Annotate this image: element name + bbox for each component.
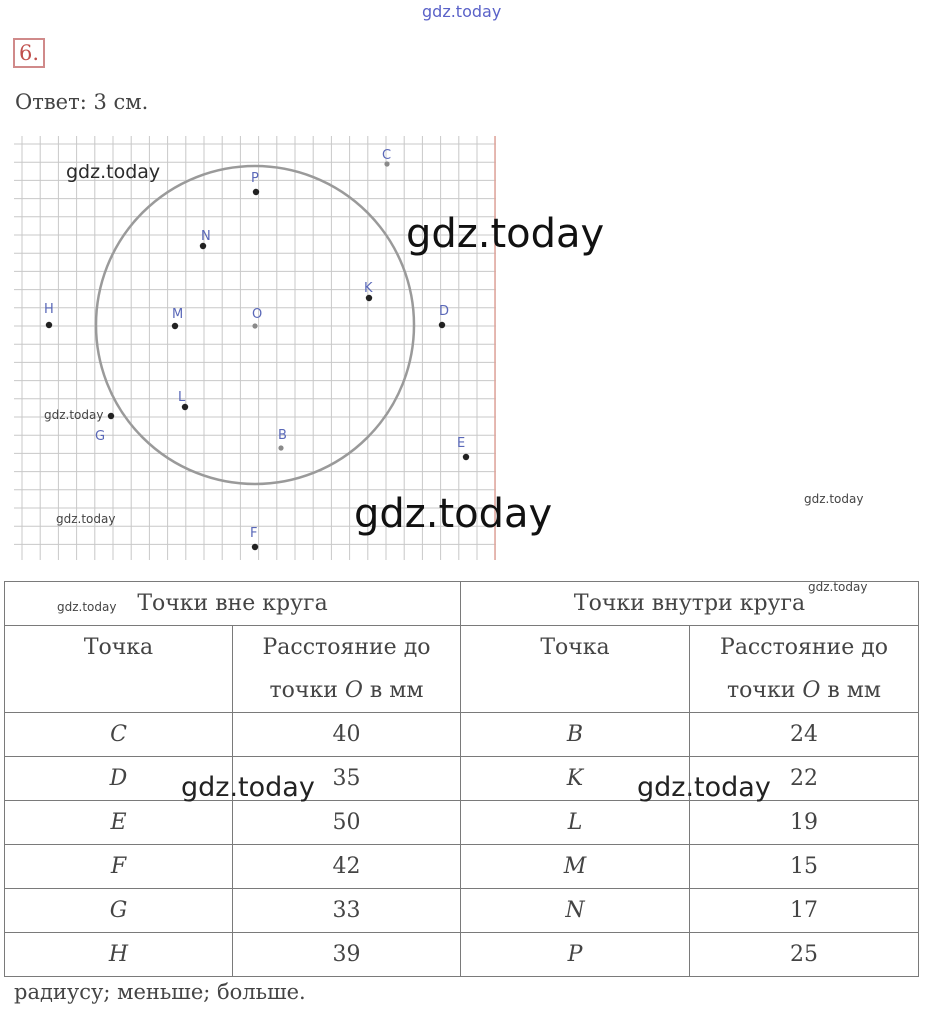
inside-distance: 19 — [690, 801, 919, 845]
point-b-label: B — [278, 428, 287, 443]
inside-distance: 17 — [690, 889, 919, 933]
inside-point: L — [461, 801, 690, 845]
point-b-dot — [278, 445, 283, 450]
col-distance-line2-pre: точки — [727, 678, 803, 703]
watermark-table-row-right: gdz.today — [637, 772, 771, 803]
point-m-dot — [172, 323, 178, 329]
outside-distance: 42 — [233, 845, 461, 889]
inside-point: B — [461, 713, 690, 757]
outside-point: H — [5, 933, 233, 977]
point-h-label: H — [44, 302, 54, 317]
answer-text: Ответ: 3 см. — [15, 90, 149, 114]
point-f-label: F — [250, 526, 258, 541]
outside-point: D — [5, 757, 233, 801]
results-table — [4, 581, 919, 977]
outside-points-header: Точки вне круга — [5, 582, 461, 626]
point-d-label: D — [439, 304, 450, 319]
point-g-label: G — [95, 429, 106, 444]
col-distance-outside — [233, 626, 461, 713]
point-e-dot — [463, 454, 469, 460]
outside-point: C — [5, 713, 233, 757]
inside-points-header: Точки внутри круга — [461, 582, 919, 626]
point-h-dot — [46, 322, 52, 328]
point-g-dot — [108, 413, 114, 419]
point-o-dot — [252, 323, 257, 328]
point-n-label: N — [201, 229, 211, 244]
outside-point: G — [5, 889, 233, 933]
point-e-label: E — [457, 436, 466, 451]
inside-point: M — [461, 845, 690, 889]
watermark-grid-bottom: gdz.today — [354, 491, 553, 537]
outside-distance: 39 — [233, 933, 461, 977]
point-f-dot — [252, 544, 258, 550]
col-distance-line1: Расстояние до — [262, 635, 431, 660]
table-title-row — [5, 582, 919, 626]
point-p-label: P — [251, 171, 259, 186]
outside-point: F — [5, 845, 233, 889]
watermark-right-small: gdz.today — [804, 492, 864, 506]
inside-distance: 24 — [690, 713, 919, 757]
task-number-badge: 6. — [13, 38, 45, 68]
col-distance-line2-pre: точки — [269, 678, 345, 703]
point-m-label: M — [172, 307, 184, 322]
col-distance-inside — [690, 626, 919, 713]
watermark-grid-bottom-left: gdz.today — [56, 512, 116, 526]
col-distance-line1: Расстояние до — [720, 635, 889, 660]
col-point-outside: Точка — [5, 626, 233, 713]
inside-point: K — [461, 757, 690, 801]
col-point-inside: Точка — [461, 626, 690, 713]
watermark-table-right-small: gdz.today — [808, 580, 868, 594]
point-c-label: C — [382, 148, 392, 163]
inside-distance: 25 — [690, 933, 919, 977]
point-k-label: K — [364, 281, 373, 296]
col-distance-line2-post: в мм — [820, 678, 882, 703]
point-d-dot — [439, 322, 445, 328]
point-o-label: O — [252, 307, 263, 322]
table-row — [5, 801, 919, 845]
watermark-table-left-small: gdz.today — [57, 600, 117, 614]
inside-point: P — [461, 933, 690, 977]
outside-distance: 40 — [233, 713, 461, 757]
point-l-label: L — [178, 390, 186, 405]
table-row — [5, 845, 919, 889]
table-column-headers — [5, 626, 919, 713]
outside-distance: 35 — [233, 757, 461, 801]
table-row — [5, 933, 919, 977]
col-distance-line2-post: в мм — [362, 678, 424, 703]
col-distance-point: O — [802, 678, 821, 703]
watermark-grid-top-left: gdz.today — [66, 161, 161, 183]
watermark-grid-center: gdz.today — [406, 211, 605, 257]
table-row — [5, 757, 919, 801]
watermark-grid-mid-left: gdz.today — [44, 408, 104, 422]
inside-distance: 22 — [690, 757, 919, 801]
outside-point: E — [5, 801, 233, 845]
inside-point: N — [461, 889, 690, 933]
outside-distance: 50 — [233, 801, 461, 845]
inside-distance: 15 — [690, 845, 919, 889]
table-row — [5, 889, 919, 933]
outside-distance: 33 — [233, 889, 461, 933]
watermark-top: gdz.today — [422, 2, 502, 21]
point-p-dot — [253, 189, 259, 195]
watermark-table-row-left: gdz.today — [181, 772, 315, 803]
col-distance-point: O — [344, 678, 363, 703]
table-row — [5, 713, 919, 757]
footer-text: радиусу; меньше; больше. — [14, 980, 306, 1004]
